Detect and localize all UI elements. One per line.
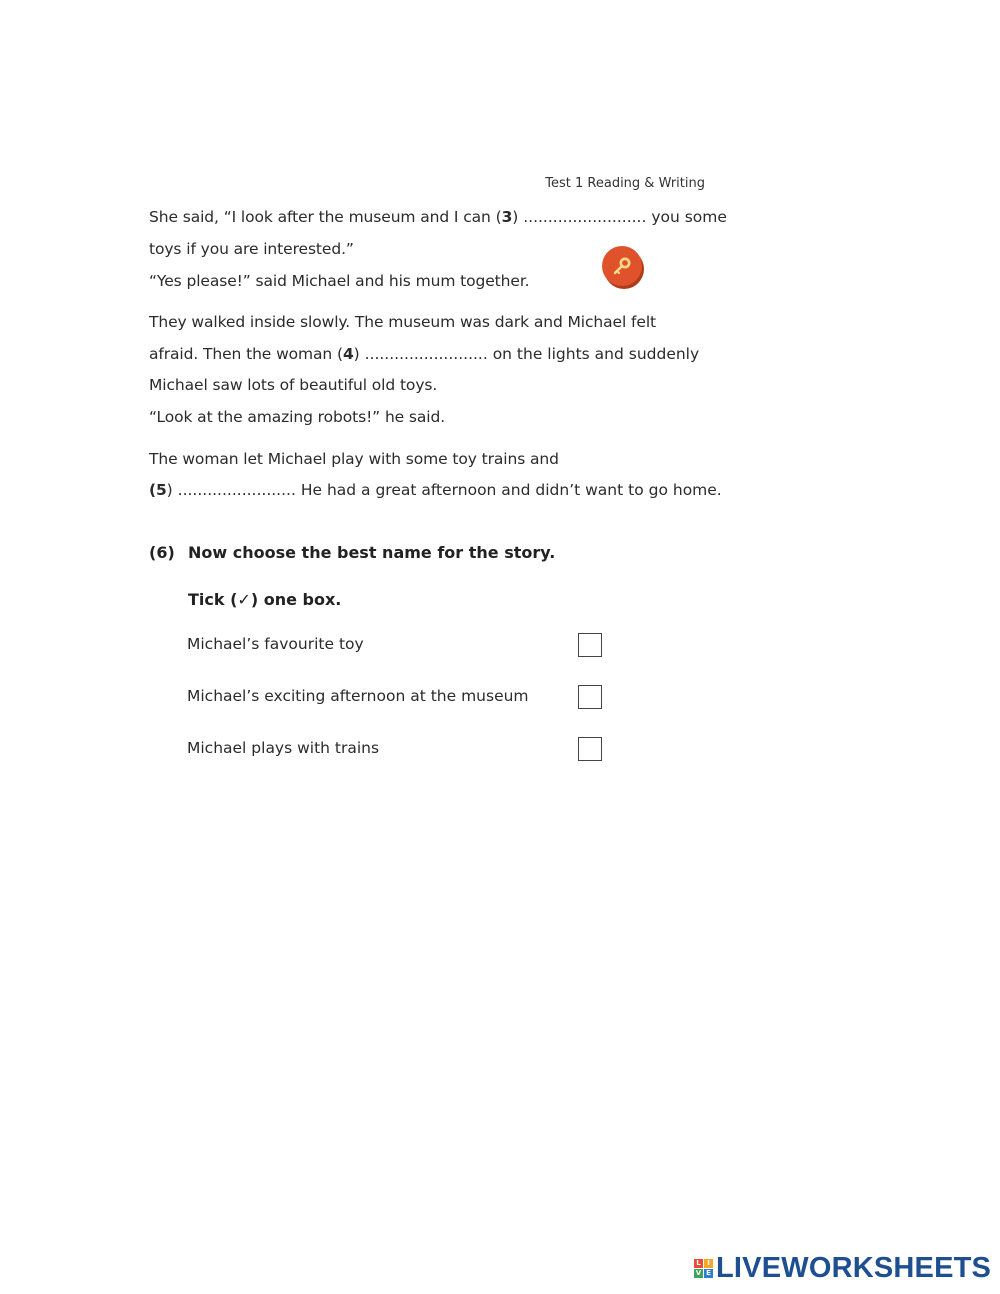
logo-mark-icon <box>694 1259 713 1278</box>
passage-line: They walked inside slowly. The museum was dark and Michael felt <box>149 313 657 331</box>
text-segment: ) ......................... on the lights and suddenly <box>353 345 700 363</box>
option-label: Michael’s favourite toy <box>187 635 364 653</box>
tick-box-option-1[interactable] <box>578 633 602 657</box>
question-number: (6) <box>149 543 175 562</box>
option-label: Michael’s exciting afternoon at the museum <box>187 687 529 705</box>
text-segment: ) ........................ He had a great afternoon and didn’t want to go home. <box>166 481 722 499</box>
gap-number-3: 3 <box>501 208 513 226</box>
passage-line: “Look at the amazing robots!” he said. <box>149 408 446 426</box>
logo-mark-cell: I <box>704 1259 713 1268</box>
text-segment: ) ......................... you some <box>512 208 727 226</box>
text-segment: ( <box>149 481 156 499</box>
question-instruction: Tick (✓) one box. <box>188 590 342 609</box>
logo-mark-cell: V <box>695 1268 702 1277</box>
logo-mark-cell: L <box>694 1259 703 1268</box>
passage-line: “Yes please!” said Michael and his mum together. <box>149 272 530 290</box>
question-prompt: Now choose the best name for the story. <box>188 543 556 562</box>
text-segment: afraid. Then the woman ( <box>149 345 343 363</box>
passage-line: The woman let Michael play with some toy trains and <box>149 450 559 468</box>
key-icon <box>610 254 634 278</box>
passage-line: Michael saw lots of beautiful old toys. <box>149 376 438 394</box>
page-header: Test 1 Reading & Writing <box>545 176 705 191</box>
answer-key-button[interactable] <box>602 246 642 286</box>
passage-line <box>149 345 699 363</box>
gap-number-5: 5 <box>155 481 167 499</box>
logo-text: LIVEWORKSHEETS <box>716 1251 992 1284</box>
option-label: Michael plays with trains <box>187 739 380 757</box>
logo-mark-cell: E <box>704 1269 713 1278</box>
passage-line <box>149 208 727 226</box>
tick-box-option-3[interactable] <box>578 737 602 761</box>
passage-line <box>149 481 722 499</box>
tick-box-option-2[interactable] <box>578 685 602 709</box>
passage-line: toys if you are interested.” <box>149 240 354 258</box>
liveworksheets-logo <box>694 1253 991 1283</box>
gap-number-4: 4 <box>342 345 354 363</box>
text-segment: She said, “I look after the museum and I can ( <box>149 208 502 226</box>
